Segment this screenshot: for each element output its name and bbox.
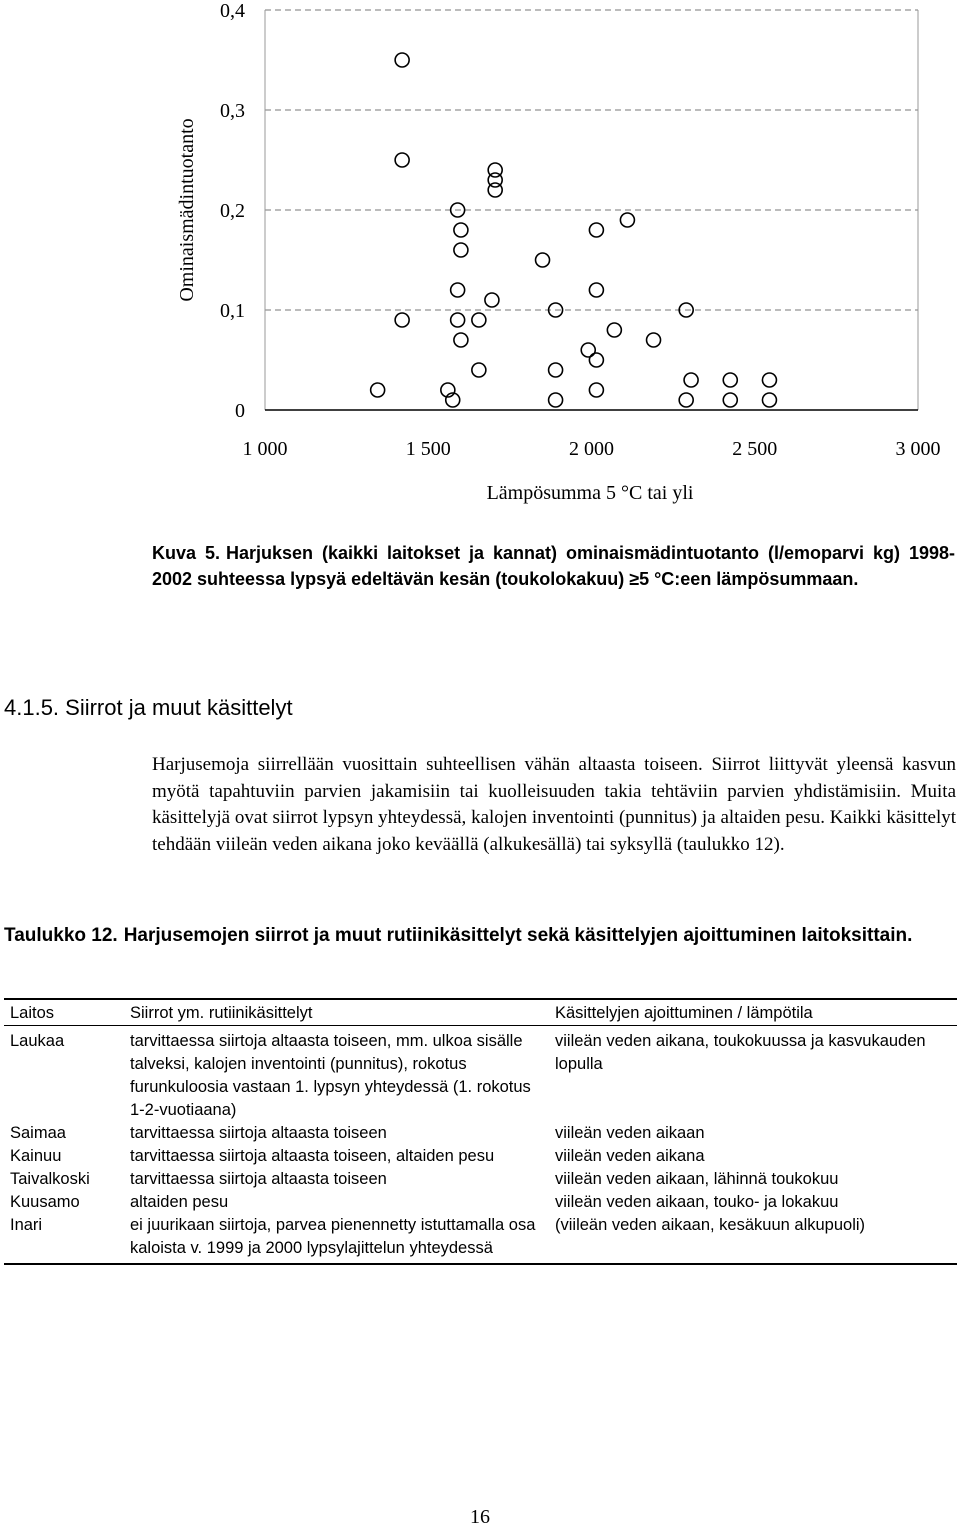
scatter-point	[589, 283, 603, 297]
cell-siirrot: tarvittaessa siirtoja altaasta toiseen	[130, 1124, 387, 1142]
cell-ajoittuminen: (viileän veden aikaan, kesäkuun alkupuoli)	[549, 1214, 957, 1264]
cell-siirrot: tarvittaessa siirtoja altaasta toiseen, mm. ulkoa sisälle talveksi, kalojen inventointi (punnitus), rokotus furunkuloosia vastaan 1. lypsyn yhteydessä (1. rokotus 1-2-vuotiaana)	[130, 1032, 531, 1119]
scatter-point	[371, 383, 385, 397]
cell-laitos: Laukaa	[10, 1032, 65, 1050]
cell-siirrot: tarvittaessa siirtoja altaasta toiseen, altaiden pesu	[130, 1147, 495, 1165]
scatter-point	[549, 363, 563, 377]
cell-laitos: Kuusamo	[10, 1193, 80, 1211]
scatter-point	[536, 253, 550, 267]
cell-siirrot: tarvittaessa siirtoja altaasta toiseen	[130, 1170, 387, 1188]
scatter-point	[472, 363, 486, 377]
cell-ajoittuminen: viileän veden aikana, toukokuussa ja kasvukauden lopulla	[555, 1032, 926, 1073]
scatter-point	[454, 223, 468, 237]
page-number: 16	[470, 1506, 490, 1528]
scatter-point	[679, 393, 693, 407]
scatter-point	[454, 243, 468, 257]
scatter-chart	[0, 0, 960, 520]
scatter-point	[472, 313, 486, 327]
scatter-point	[589, 353, 603, 367]
cell-laitos: Kainuu	[10, 1147, 62, 1165]
x-tick-labels	[243, 438, 941, 460]
chart-gridlines	[265, 10, 918, 310]
scatter-point	[723, 393, 737, 407]
x-tick-label: 3 000	[895, 438, 941, 460]
table-row	[4, 1145, 957, 1168]
scatter-point	[589, 383, 603, 397]
x-tick-label: 1 500	[405, 438, 451, 460]
header-ajoittuminen: Käsittelyjen ajoittuminen / lämpötila	[549, 999, 957, 1026]
scatter-points	[371, 53, 777, 407]
treatments-table	[4, 998, 957, 1265]
section-heading: 4.1.5. Siirrot ja muut käsittelyt	[4, 695, 293, 720]
y-tick-labels	[220, 0, 245, 422]
scatter-point	[451, 313, 465, 327]
scatter-point	[395, 53, 409, 67]
y-tick-label: 0,2	[220, 200, 245, 222]
table-row	[4, 1122, 957, 1145]
figure-caption-label: Kuva 5.	[152, 543, 221, 563]
scatter-point	[451, 283, 465, 297]
table-row	[4, 1168, 957, 1191]
header-siirrot: Siirrot ym. rutiinikäsittelyt	[124, 999, 549, 1026]
scatter-point	[488, 183, 502, 197]
figure-caption-text: Harjuksen (kaikki laitokset ja kannat) ominaismädintuotanto (l/emoparvi kg) 1998-2002 suhteessa lypsyä edeltävän kesän (toukolokakuu) ≥5 °C:een lämpösummaan.	[152, 543, 956, 589]
table-header-row	[4, 999, 957, 1026]
cell-laitos: Saimaa	[10, 1124, 66, 1142]
x-axis-label: Lämpösumma 5 °C tai yli	[486, 482, 694, 504]
body-paragraph	[152, 752, 956, 858]
scatter-point	[684, 373, 698, 387]
scatter-point	[620, 213, 634, 227]
cell-siirrot: ei juurikaan siirtoja, parvea pienennetty istuttamalla osa kaloista v. 1999 ja 2000 lypsylajittelun yhteydessä	[124, 1214, 549, 1264]
scatter-point	[395, 153, 409, 167]
y-tick-label: 0,4	[220, 0, 245, 22]
scatter-point	[647, 333, 661, 347]
body-paragraph-text: Harjusemoja siirrellään vuosittain suhteellisen vähän altaasta toiseen. Siirrot liittyvät yleensä kasvun myötä tapahtuviin parvien jakamisiin tai kuolleisuuden takia tehtäviin parvien yhdistämisiin. Muita käsittelyjä ovat siirrot lypsyn yhteydessä, kalojen inventointi (punnitus) ja altaiden pesu. Kaikki käsittelyt tehdään viileän veden aikana joko keväällä (alkukesällä) tai syksyllä (taulukko 12).	[152, 754, 956, 855]
table-row	[4, 1026, 957, 1123]
cell-laitos: Inari	[4, 1214, 124, 1264]
table-row	[4, 1214, 957, 1264]
scatter-point	[762, 373, 776, 387]
scatter-point	[395, 313, 409, 327]
scatter-point	[581, 343, 595, 357]
cell-ajoittuminen: viileän veden aikaan, lähinnä toukokuu	[555, 1170, 839, 1188]
x-tick-label: 2 500	[732, 438, 778, 460]
cell-ajoittuminen: viileän veden aikaan, touko- ja lokakuu	[555, 1193, 839, 1211]
cell-laitos: Taivalkoski	[10, 1170, 90, 1188]
scatter-point	[762, 393, 776, 407]
cell-ajoittuminen: viileän veden aikana	[555, 1147, 705, 1165]
y-tick-label: 0,1	[220, 300, 245, 322]
cell-ajoittuminen: viileän veden aikaan	[555, 1124, 705, 1142]
header-laitos: Laitos	[4, 999, 124, 1026]
y-tick-label: 0,3	[220, 100, 245, 122]
x-tick-label: 2 000	[569, 438, 614, 460]
figure-caption	[152, 540, 955, 592]
table-caption	[4, 922, 956, 949]
scatter-point	[485, 293, 499, 307]
scatter-point	[454, 333, 468, 347]
table-row	[4, 1191, 957, 1214]
cell-siirrot: altaiden pesu	[130, 1193, 229, 1211]
scatter-point	[589, 223, 603, 237]
table-caption-label: Taulukko 12.	[4, 925, 118, 946]
table-caption-text: Harjusemojen siirrot ja muut rutiinikäsittelyt sekä käsittelyjen ajoittuminen laitoksittain.	[123, 925, 913, 946]
y-tick-label: 0	[235, 400, 245, 422]
scatter-point	[723, 373, 737, 387]
x-tick-label: 1 000	[242, 438, 288, 460]
y-axis-label: Ominaismädintuotanto	[176, 118, 198, 302]
scatter-point	[549, 393, 563, 407]
scatter-point	[607, 323, 621, 337]
